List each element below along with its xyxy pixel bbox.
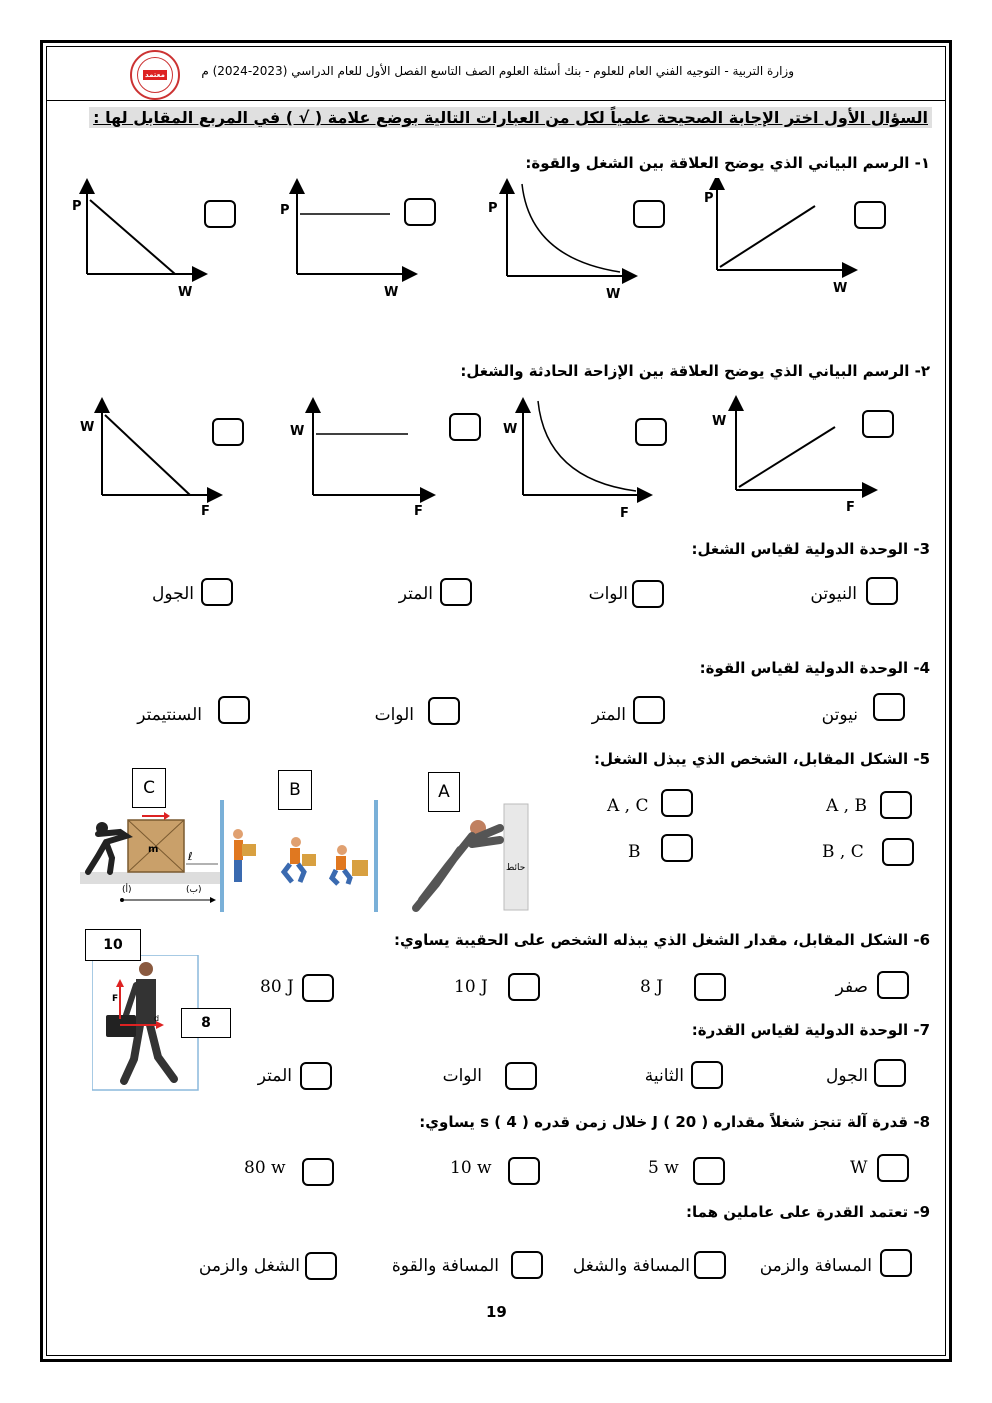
q7-option-joule-label: الجول <box>825 1066 868 1086</box>
header-divider <box>46 100 946 101</box>
q2-graph-decreasing-line <box>80 405 215 519</box>
svg-text:F: F <box>201 504 210 519</box>
q7-option-joule-checkbox[interactable] <box>874 1059 906 1087</box>
q9-option-distance-time-label: المسافة والزمن <box>759 1256 872 1276</box>
q7-option-meter-label: المتر <box>257 1066 292 1086</box>
q7-option-watt-checkbox[interactable] <box>505 1062 537 1090</box>
svg-text:W: W <box>503 422 518 437</box>
q3-option-watt-checkbox[interactable] <box>632 580 664 608</box>
q1-option-3-checkbox[interactable] <box>633 200 665 228</box>
question-1: ١- الرسم البياني الذي يوضح العلاقة بين الشغل والقوة: <box>525 154 930 172</box>
question-3: 3- الوحدة الدولية لقياس الشغل: <box>691 540 930 558</box>
question-9: 9- تعتمد القدرة على عاملين هما: <box>686 1203 930 1221</box>
main-question-title: السؤال الأول اختر الإجابة الصحيحة علمياً لكل من العبارات التالية بوضع علامة ( √ ) في المربع المقابل لها : <box>89 107 932 128</box>
svg-text:W: W <box>178 285 193 300</box>
q1-option-4-checkbox[interactable] <box>854 201 886 229</box>
question-4: 4- الوحدة الدولية لقياس القوة: <box>699 659 930 677</box>
q7-option-second-label: الثانية <box>644 1066 684 1086</box>
q1-graph-constant-line <box>280 186 410 300</box>
ministry-stamp-logo: معتمد <box>130 50 180 100</box>
svg-text:F: F <box>112 994 119 1004</box>
q8-option-w-checkbox[interactable] <box>877 1154 909 1182</box>
q4-option-centimeter-checkbox[interactable] <box>218 696 250 724</box>
q3-option-meter-label: المتر <box>398 584 433 604</box>
q5-option-b-checkbox[interactable] <box>661 834 693 862</box>
q5-option-bc-label: B , C <box>822 842 864 862</box>
q4-option-newton-checkbox[interactable] <box>873 693 905 721</box>
svg-text:P: P <box>72 199 82 214</box>
svg-text:W: W <box>833 281 848 296</box>
q5-option-bc-checkbox[interactable] <box>882 838 914 866</box>
q9-option-work-time-label: الشغل والزمن <box>198 1256 300 1276</box>
question-2: ٢- الرسم البياني الذي يوضح العلاقة بين الإزاحة الحادثة والشغل: <box>460 362 930 380</box>
q1-graph-decreasing-line <box>72 186 200 300</box>
figure-b-lifting-boxes <box>233 829 368 884</box>
svg-text:F: F <box>846 500 855 515</box>
q2-graph-increasing-line <box>712 403 870 515</box>
q2-graph-inverse-curve <box>503 401 645 520</box>
page-header: وزارة التربية - التوجيه الفني العام للعلوم - بنك أسئلة العلوم الصف التاسع الفصل الأول للعام الدراسي (2023-2024) م <box>201 64 794 78</box>
svg-text:d: d <box>154 1014 160 1023</box>
page-number: 19 <box>486 1303 507 1321</box>
svg-text:ℓ: ℓ <box>188 850 193 863</box>
q9-option-distance-work-label: المسافة والشغل <box>572 1256 690 1276</box>
q4-option-centimeter-label: السنتيمتر <box>137 705 202 725</box>
svg-text:(أ): (أ) <box>122 885 132 895</box>
svg-text:W: W <box>80 420 95 435</box>
q1-option-2-checkbox[interactable] <box>404 198 436 226</box>
q3-option-newton-label: النيوتن <box>810 584 857 604</box>
q7-option-watt-label: الوات <box>442 1066 482 1086</box>
q3-option-joule-label: الجول <box>151 584 194 604</box>
svg-text:W: W <box>290 424 305 439</box>
q4-option-newton-label: نيوتن <box>821 705 858 725</box>
q6-option-zero-label: صفر <box>835 977 868 997</box>
question-7: 7- الوحدة الدولية لقياس القدرة: <box>691 1021 930 1039</box>
svg-text:P: P <box>704 191 714 206</box>
q4-option-watt-label: الوات <box>374 705 414 725</box>
q6-option-8j-label: 8 J <box>640 977 664 997</box>
svg-text:W: W <box>606 287 621 302</box>
q7-option-second-checkbox[interactable] <box>691 1061 723 1089</box>
svg-text:P: P <box>488 201 498 216</box>
q8-option-10w-label: 10 w <box>450 1158 492 1178</box>
question-5: 5- الشكل المقابل، الشخص الذي يبذل الشغل: <box>594 750 930 768</box>
svg-text:m: m <box>148 844 159 855</box>
q9-option-distance-force-checkbox[interactable] <box>511 1251 543 1279</box>
distance-value-label: 8 <box>181 1008 231 1038</box>
q2-option-4-checkbox[interactable] <box>862 410 894 438</box>
q3-option-joule-checkbox[interactable] <box>201 578 233 606</box>
q4-option-meter-label: المتر <box>591 705 626 725</box>
q1-graph-inverse-curve <box>488 184 630 302</box>
q8-option-80w-checkbox[interactable] <box>302 1158 334 1186</box>
q8-option-5w-checkbox[interactable] <box>693 1157 725 1185</box>
figure-c-pushing-crate <box>80 812 220 903</box>
svg-text:(ب): (ب) <box>186 885 202 895</box>
q7-option-meter-checkbox[interactable] <box>300 1062 332 1090</box>
q9-option-distance-force-label: المسافة والقوة <box>391 1256 499 1276</box>
q3-option-newton-checkbox[interactable] <box>866 577 898 605</box>
q6-option-80j-label: 80 J <box>260 977 294 997</box>
q4-option-meter-checkbox[interactable] <box>633 696 665 724</box>
figure-label-b: B <box>278 770 312 810</box>
q8-option-10w-checkbox[interactable] <box>508 1157 540 1185</box>
svg-text:F: F <box>620 506 629 520</box>
q2-graph-constant-line <box>290 405 428 519</box>
figure-label-a: A <box>428 772 460 812</box>
svg-text:حائط: حائط <box>506 863 526 873</box>
q5-option-ac-label: A , C <box>607 796 649 816</box>
q1-option-1-checkbox[interactable] <box>204 200 236 228</box>
q9-option-work-time-checkbox[interactable] <box>305 1252 337 1280</box>
q4-option-watt-checkbox[interactable] <box>428 697 460 725</box>
figure-label-c: C <box>132 768 166 808</box>
q5-option-ac-checkbox[interactable] <box>661 789 693 817</box>
q1-graphs <box>60 178 930 308</box>
q8-option-w-label: W <box>850 1158 868 1178</box>
q5-option-b-label: B <box>628 842 641 862</box>
q5-work-illustration <box>80 800 530 912</box>
q6-option-80j-checkbox[interactable] <box>302 974 334 1002</box>
q6-option-zero-checkbox[interactable] <box>877 971 909 999</box>
q9-option-distance-work-checkbox[interactable] <box>694 1251 726 1279</box>
svg-text:W: W <box>384 285 399 300</box>
q6-option-10j-checkbox[interactable] <box>508 973 540 1001</box>
q6-option-10j-label: 10 J <box>454 977 488 997</box>
force-value-label: 10 <box>85 929 141 961</box>
q2-option-3-checkbox[interactable] <box>635 418 667 446</box>
q3-option-meter-checkbox[interactable] <box>440 578 472 606</box>
q3-option-watt-label: الوات <box>588 584 628 604</box>
svg-text:P: P <box>280 203 290 218</box>
q6-option-8j-checkbox[interactable] <box>694 973 726 1001</box>
q8-option-5w-label: 5 w <box>648 1158 679 1178</box>
svg-text:F: F <box>414 504 423 519</box>
q1-graph-increasing-line <box>704 182 850 296</box>
question-6: 6- الشكل المقابل، مقدار الشغل الذي يبذله الشخص على الحقيبة يساوي: <box>394 931 930 949</box>
svg-text:W: W <box>712 414 727 429</box>
q2-option-1-checkbox[interactable] <box>212 418 244 446</box>
question-8: 8- قدرة آلة تنجز شغلاً مقداره ( 20 ) J خلال زمن قدره ( 4 ) s يساوي: <box>419 1113 930 1131</box>
q8-option-80w-label: 80 w <box>244 1158 286 1178</box>
q2-graphs <box>60 395 930 520</box>
q9-option-distance-time-checkbox[interactable] <box>880 1249 912 1277</box>
q2-option-2-checkbox[interactable] <box>449 413 481 441</box>
figure-a-pushing-wall <box>416 804 528 910</box>
q5-option-ab-checkbox[interactable] <box>880 791 912 819</box>
q5-option-ab-label: A , B <box>826 796 867 816</box>
